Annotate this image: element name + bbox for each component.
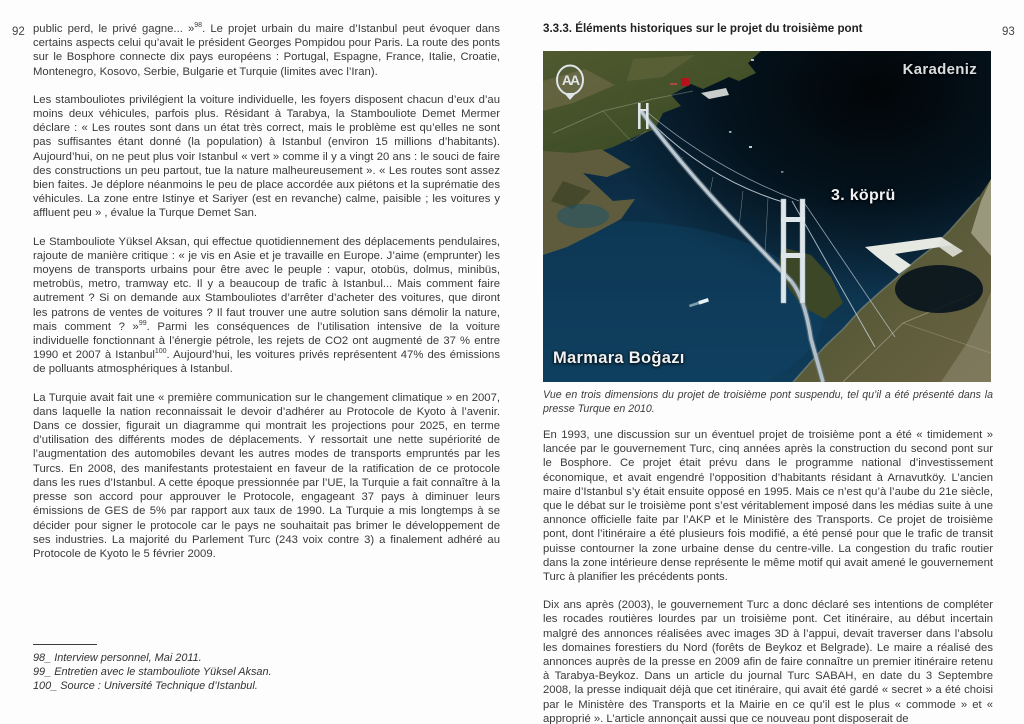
- footnote: 100_ Source : Université Technique d’Istanbul.: [33, 679, 258, 692]
- boat: [751, 59, 754, 61]
- sea-label-karadeniz: Karadeniz: [902, 61, 977, 78]
- bridge-3d-rendering: [543, 51, 991, 382]
- harbor-dark-cove: [895, 265, 983, 313]
- section-heading: 3.3.3. Éléments historiques sur le projet du troisième pont: [543, 22, 863, 35]
- cove-water: [557, 204, 609, 228]
- body-paragraph: public perd, le privé gagne... »$^{98}$. Le projet urbain du maire d’Istanbul peut évoquer dans certains aspects celui qu’avait le président Georges Pompidou pour Paris. La route des ponts sur le Bosphore connecte dix pays européens : Portugal, Espagne, France, Italie, Croatie, Montenegro, Kosovo, Serbie, Bulgarie et Turquie (limites avec l’Iran).: [33, 22, 500, 78]
- bridge-label-3-kopru: 3. köprü: [831, 187, 896, 204]
- right-page-text-column: [543, 22, 993, 724]
- boat: [749, 146, 752, 148]
- body-paragraph: La Turquie avait fait une « première communication sur le changement climatique » en 2007, dans laquelle la nation reconnaissait le devoir d’adhérer au Protocole de Kyoto à l’avenir. Dans ce dossier, figurait un diagramme qui montrait les projections pour 2025, en terme d’utilisation des différents modes de déplacements. Y ressortait une nette supériorité de l’augmentation des automobiles devant les autres modes de transports empruntés par les Turcs. En 2008, des manifestants protestaient en faveur de la ratification de ce protocole dans les rues d’Istanbul. A cette époque pressionnée par l’UE, la Turquie a fait connaître à la presse son accord pour approuver le Protocole, engageant 37 pays à diminuer leurs émissions de GES de 5% par rapport aux taux de 1990. La Turquie a mis longtemps à se décider pour signer le protocole car le pays ne souhaitait pas brimer le développement de ses industries. La majorité du Parlement Turc (243 voix contre 3) a finalement adhéré au Protocole de Kyoto le 5 février 2009.: [33, 391, 500, 560]
- body-paragraph: Dix ans après (2003), le gouvernement Turc a donc déclaré ses intentions de compléter les rocades routières lourdes par un troisième pont. Cet itinéraire, au début incertain malgré des annonces réalisées avec images 3D à l’appui, devait traverser dans l’absolu les domaines forestiers du Nord (forêts de Beykoz et Belgrade). Le maire a réalisé des annonces auprès de la presse en 2009 afin de faire connaître un premier itinéraire retenu à Tarabya-Beykoz. Dans un article du journal Turc SABAH, en date du 3 Septembre 2008, la presse indiquait déjà que cet itinéraire, qui avait été gardé « secret » a été choisi par le Ministère des Transports et la Mairie en ce qu’il est le plus « commode » et « approprié ». L’article annonçait aussi que ce nouveau pont disposerait de: [543, 599, 993, 724]
- sea-label-marmara-bogazi: Marmara Boğazı: [553, 349, 685, 367]
- footnote: 99_ Entretien avec le stambouliote Yüksel Aksan.: [33, 665, 272, 678]
- footnotes-block: [33, 644, 500, 693]
- page-number-left: 92: [12, 26, 25, 38]
- logo-aa-text: AA: [561, 72, 579, 88]
- body-paragraph: Le Stambouliote Yüksel Aksan, qui effectue quotidiennement des déplacements pendulaires, rajoute de manière critique : « je vis en Asie et je travaille en Europe. J’aime (emprunter) les moyens de transports urbains pour être avec le peuple : vapur, otobüs, dolmus, minibüs, metrobüs, metro, tramway etc. Il y a beaucoup de trafic à Istanbul... Mais comment faire autrement ? Si on demande aux Stambouliotes d’arrêter d’acheter des voitures, que diront les patrons de ventes de voitures ? Il faut trouver une autre solution sans démolir la nature, mais comment ? »$^{99}$. Parmi les conséquences de l’utilisation intensive de la voiture individuelle fonctionnant à l’énergie pétrole, les rejets de CO2 ont augmenté de 37 % entre 1990 et 2007 à Istanbul$^{100}$. Aujourd’hui, les voitures privés représentent 47% des émissions de polluants atmosphériques à Istanbul.: [33, 235, 500, 376]
- page-number-right: 93: [1002, 26, 1015, 38]
- footnote: 98_ Interview personnel, Mai 2011.: [33, 652, 202, 664]
- boat: [781, 171, 783, 173]
- body-paragraph: En 1993, une discussion sur un éventuel projet de troisième pont a été « timidement » lancée par le gouvernement Turc, cinq années après la construction du second pont sur le Bosphore. Ce projet était prévu dans le programme national d’investissement économique, et avait engendré l’opposition d’habitants résidant à Arnavutköy. L’ancien maire d’Istanbul s’y était ensuite opposé en 1995. Mais ce n’est qu’à l’aube du 21e siècle, que le débat sur le troisième pont s’est véritablement imposé dans les médias suite à une annonce officielle faite par l’AKP et le Ministère des Transports. Ce projet de troisième pont, dont l’itinéraire a été plusieurs fois modifié, a été pensé pour que le trafic de transit puisse contourner la zone urbaine dense du centre-ville. La congestion du trafic routier dans la zone intérieure dense représente le même motif qui avait amené le gouvernement Turc à planifier les précédents ponts.: [543, 429, 993, 584]
- figure-caption: Vue en trois dimensions du projet de troisième pont suspendu, tel qu’il a été présenté dans la presse Turque en 2010.: [543, 389, 993, 415]
- body-paragraph: Les stambouliotes privilégient la voiture individuelle, les foyers disposent chacun d’eux d’au moins deux véhicules, parfois plus. Résidant à Tarabya, la Stambouliote Demet Mermer déclare : « Les routes sont dans un état très correct, mais le problème est qu’elles ne sont pas suffisantes étant donné (la population) à Istanbul (environ 15 millions d’habitants). Aujourd’hui, on ne peut plus voir Istanbul « vert » comme il y a vingt 20 ans : le souci de faire des constructions un peu partout, tue la nature malheureusement ». « Les routes sont assez bien faites. Je déplore néanmoins le peu de place accordée aux piétons et la suprématie des véhicules. La zone entre Istinye et Sariyer (est en revanche) calme, paisible ; les voitures y affluent peu » , évalue la Turque Demet San.: [33, 93, 500, 220]
- bridge-3d-figure: [543, 51, 991, 382]
- footnote-divider: [33, 644, 97, 645]
- boat: [729, 131, 731, 133]
- left-page-text-column: [33, 22, 500, 575]
